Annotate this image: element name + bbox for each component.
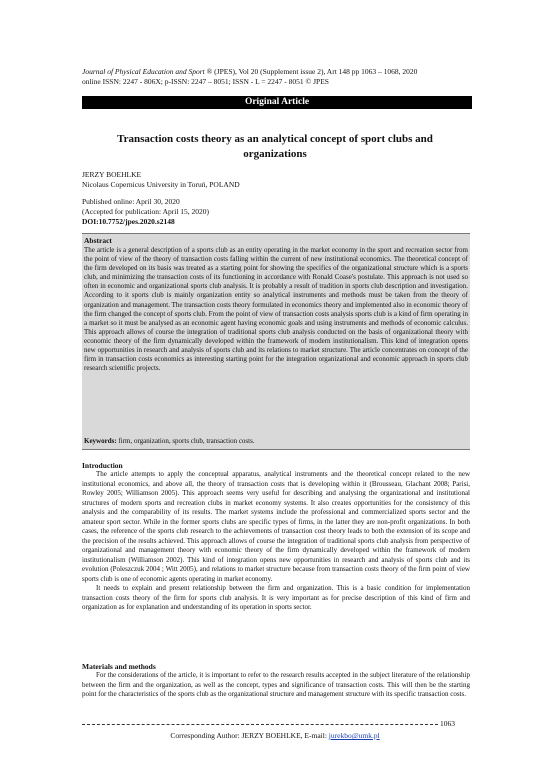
doi: DOI:10.7752/jpes.2020.s2148	[82, 217, 175, 226]
corresponding-author	[0, 731, 550, 740]
paper-title: Transaction costs theory as an analytical concept of sport clubs and organizations	[117, 133, 433, 160]
corresponding-label: Corresponding Author: JERZY BOEHLKE, E-mail:	[170, 731, 329, 740]
keywords	[84, 437, 255, 446]
accepted-date: (Accepted for publication: April 15, 2020)	[82, 207, 210, 216]
issn-line: online ISSN: 2247 - 806X; p-ISSN: 2247 – 8051; ISSN - L = 2247 - 8051 © JPES	[82, 77, 329, 86]
introduction-heading: Introduction	[82, 461, 123, 470]
article-type-banner: Original Article	[82, 96, 472, 109]
abstract-text: The article is a general description of a sports club as an entity operating in the market economy in the sport and recreation sector from the point of view of the theory of transaction costs falling within the current of new institutional economics. The theoretical concept of the firm developed on its basis was treated as a starting point for showing the specifics of the organizational structure which is a sports club, and minimizing the transaction costs of its functioning in accordance with Ronald Coase's postulate. This approach is not used so often in economic and organizational sports club analysis. It is probably a result of tradition in sports club description and investigation. According to it sports club is mainly organization entity so analytical instruments and methods must be taken from the theory of organization and management. The transaction costs theory formulated in economics theory and implemented also in economic theory of the firm changed the concept of sports club. From the point of view of transaction costs analysis sports club is a kind of firm operating in a market so it must be analysed as an economic agent having economic goals and using instruments and methods of economic calculus. This approach allows of course the integration of traditional sports club analysis conducted on the basis of organizational theory with economic theory of the firm dynamically developed within the framework of modern institutionalism. This kind of integration opens new opportunities in research and analysis of sports club and its relations to market structure. The article concentrates on concept of the firm in transaction costs economics as interesting starting point for the integration organizational and economic approach in sports club research scientific projects.	[84, 246, 468, 373]
footer-divider	[82, 724, 438, 725]
author-email-link[interactable]: jurekbo@umk.pl	[328, 731, 380, 740]
abstract-heading: Abstract	[84, 236, 112, 245]
page-number: 1063	[440, 719, 455, 728]
materials-heading: Materials and methods	[82, 662, 156, 671]
keywords-label: Keywords:	[84, 437, 117, 445]
introduction-paragraph: It needs to explain and present relationship between the firm and organization. This is a basic condition for implementation transaction costs theory of the firm for sports club analysis. It is very important as for precise description of this kind of firm and organization as for explanation and understanding of its operation in sports sector.	[82, 584, 470, 611]
abstract-box	[82, 233, 470, 450]
materials-paragraph: For the considerations of the article, it is important to refer to the research results accepted in the subject literature of the relationship between the firm and the organization, as well as the concept, types and significance of transaction costs. This will then be the starting point for the characteristics of the sports club as the organizational structure and management structure with its specific transaction costs.	[82, 671, 470, 698]
published-date: Published online: April 30, 2020	[82, 197, 180, 206]
journal-citation: ® (JPES), Vol 20 (Supplement issue 2), Art 148 pp 1063 – 1068, 2020	[204, 67, 418, 76]
introduction-paragraph: The article attempts to apply the conceptual apparatus, analytical instruments and the theoretical concept related to the new institutional economics, and above all, the theory of transaction costs that is developing within it (Brousseau, Glachant 2008; Parisi, Rowley 2005; Williamson 2005). This approach seems very useful for describing and analysing the organizational and institutional structures of modern sports and recreation clubs in market economy systems. It also creates opportunities for the consistency of this analysis and the comparability of its results. The market systems include the professional and commercialized sports sector and the amateur sport sector. While in the former sports clubs are specific types of firms, in the latter they are non-profit organizations. In both cases, the reference of the sports club research to the achievements of transaction cost theory leads to both the extension of its scope and the precision of the results achieved. This approach allows of course the integration of traditional sports club analysis from perspective of organizational and management theory with economic theory of the firm dynamically developed within the framework of modern institutionalism (Williamson 2002). This kind of integration opens new opportunities in research and analysis of sports club and its evolution (Poleszczuk 2004 ; Witt 2005), and relations to market structure because from transaction costs theory of the firm point of view sports club is one of economic agents operating in market economy.	[82, 470, 470, 583]
author-name: JERZY BOEHLKE	[82, 170, 142, 179]
materials-body	[82, 671, 470, 700]
journal-name: Journal of Physical Education and Sport	[82, 67, 205, 76]
author-affiliation: Nicolaus Copernicus University in Toruń, POLAND	[82, 180, 240, 189]
introduction-body	[82, 470, 470, 613]
keywords-list: firm, organization, sports club, transaction costs.	[116, 437, 255, 445]
journal-header	[82, 67, 472, 87]
